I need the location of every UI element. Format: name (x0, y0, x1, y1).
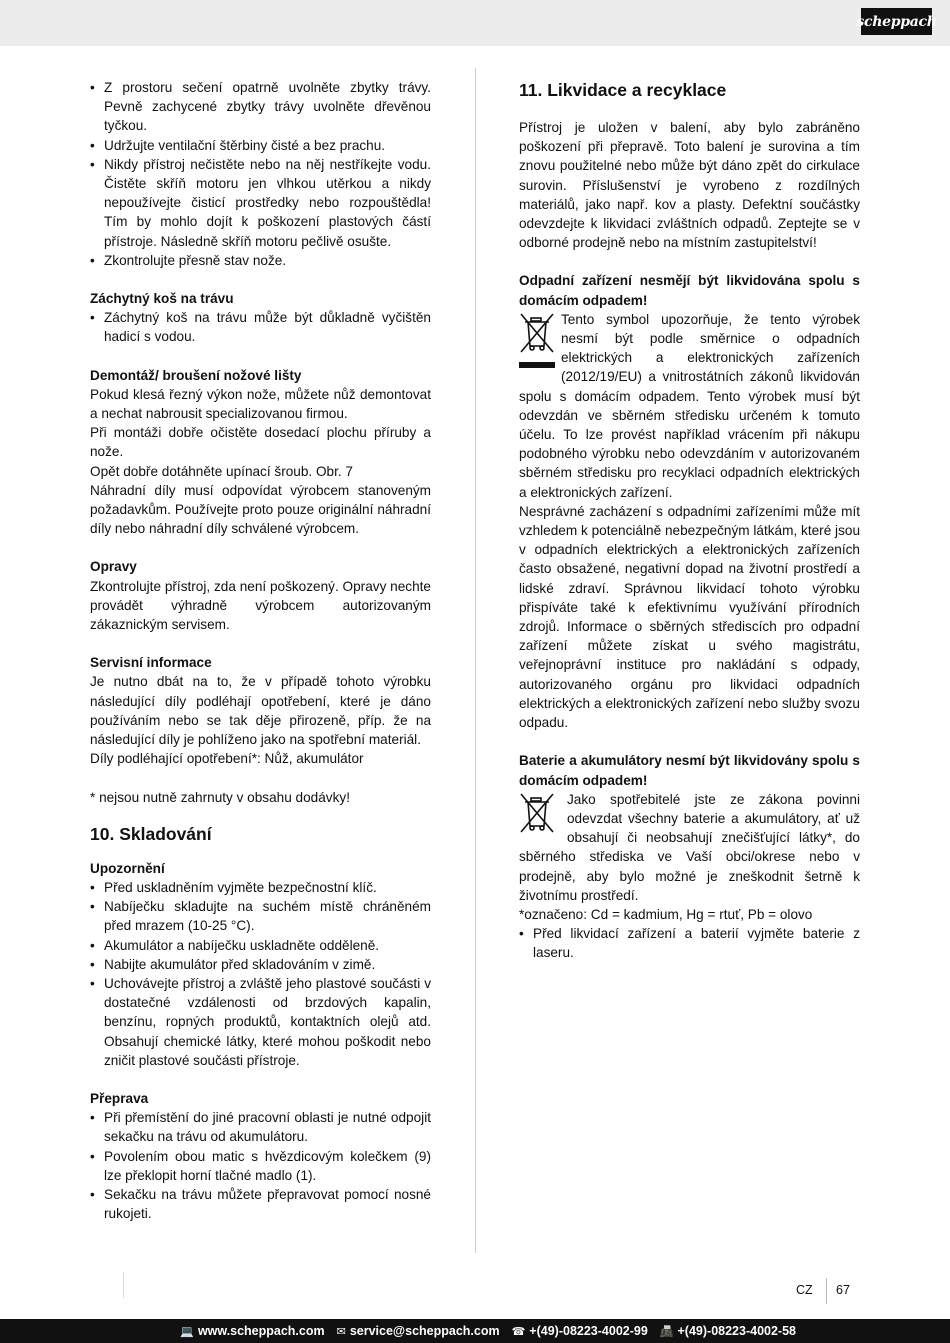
storage-list (90, 878, 431, 1070)
cleaning-list (90, 78, 431, 270)
scheppach-logo: scheppach (861, 8, 932, 35)
list-item: • Před uskladněním vyjměte bezpečnostní klíč. (90, 878, 431, 897)
weee-warning: Odpadní zařízení nesmějí být likvidována spolu s domácím odpadem! (519, 273, 860, 308)
wear-parts-text: Díly podléhající opotřebení*: Nůž, akumulátor (90, 751, 364, 767)
list-item: • Z prostoru sečení opatrně uvolněte zbytky trávy. Pevně zachycené zbytky trávy uvolněte dřevěnou tyčkou. (90, 78, 431, 136)
list-item: • Zkontrolujte přesně stav nože. (90, 251, 431, 270)
list-item: • Akumulátor a nabíječku uskladněte odděleně. (90, 936, 431, 955)
left-column (90, 78, 431, 1223)
weee-block (519, 310, 860, 502)
list-item: • Udržujte ventilační štěrbiny čisté a bez prachu. (90, 136, 431, 155)
page-header-bar (0, 0, 950, 46)
storage-heading: 10. Skladování (90, 823, 212, 844)
list-item: • Nikdy přístroj nečistěte nebo na něj nestříkejte vodu. Čistěte skříň motoru jen vlhkou utěrkou a nikdy nepoužívejte čisticí prostředky nebo rozpouštědla! Tím by mohlo dojít k poškození plastových částí přístroje. Následně skříň motoru pečlivě osušte. (90, 155, 431, 251)
battery-list (519, 924, 860, 962)
contact-bar (0, 1319, 950, 1343)
service-text: Je nutno dbát na to, že v případě tohoto výrobku následující díly podléhají opotřebení, které je dáno používáním nebo se tak děje přirozeně, příp. že na následující díly je pohlíženo jako na spotřební materiál. (90, 674, 431, 748)
blade-heading: Demontáž/ broušení nožové lišty (90, 367, 302, 383)
weee-text: Tento symbol upozorňuje, že tento výrobek nesmí být podle směrnice o odpadních elektrických a elektronických zařízeních (2012/19/EU) a vnitrostátních zákonů likvidován spolu s domácím odpadem. Tento výrobek musí být odevzdán ve sběrném středisku určeném k tomuto účelu. To lze provést například vrácením při nákupu podobného výrobku nebo odevzdáním v autorizovaném sběrném středisku pro recyklaci odpadních elektrických a elektronických zařízení. (519, 311, 860, 500)
repairs-heading: Opravy (90, 559, 137, 575)
grass-catcher-list (90, 308, 431, 346)
disposal-text: Přístroj je uložen v balení, aby bylo zabráněno poškození při přepravě. Toto balení je surovina a tím znovu použitelné nebo může být dáno zpět do cirkulace surovin. Příslušenství je vyrobeno z rozdílných materiálů, jako např. kov a plasty. Defektní součástky odevzdejte k likvidaci zvláštních odpadů. Zeptejte se v odborné prodejně nebo na místním zastupitelství! (519, 120, 860, 251)
page-number: 67 (836, 1283, 850, 1297)
delivery-note: * nejsou nutně zahrnuty v obsahu dodávky! (90, 789, 350, 805)
blade-text: Při montáži dobře očistěte dosedací plochu příruby a nože. (90, 425, 431, 460)
grass-catcher-heading: Záchytný koš na trávu (90, 291, 234, 307)
repairs-text: Zkontrolujte přístroj, zda není poškozený. Opravy nechte provádět výhradně výrobcem autorizovaným zákaznickým servisem. (90, 578, 431, 633)
phone-icon: ☎ (511, 1325, 526, 1338)
list-item: • Před likvidací zařízení a baterií vyjměte baterie z laseru. (519, 924, 860, 962)
list-item: • Při přemístění do jiné pracovní oblasti je nutné odpojit sekačku na trávu od akumulátoru. (90, 1108, 431, 1146)
blade-text: Pokud klesá řezný výkon nože, můžete nůž demontovat a nechat nabrousit specializovanou firmou. (90, 386, 431, 422)
transport-heading: Přeprava (90, 1090, 149, 1106)
footer-divider (123, 1272, 124, 1298)
crossed-bin-icon (519, 312, 557, 374)
phone-contact (512, 1324, 648, 1338)
battery-legend: *označeno: Cd = kadmium, Hg = rtuť, Pb = olovo (519, 906, 813, 922)
battery-text: Jako spotřebitelé jste ze zákona povinni odevzdat všechny baterie a akumulátory, ať už obsahují či neobsahují znečišťující látky*, do sběrného střediska ve Vaší obci/okrese nebo v prodejně, aby bylo možné je zneškodnit šetrně k životnímu prostředí. (519, 791, 860, 903)
transport-list (90, 1108, 431, 1223)
email-contact[interactable] (337, 1324, 500, 1338)
storage-warning-heading: Upozornění (90, 860, 165, 876)
list-item: • Sekačku na trávu můžete přepravovat pomocí nosné rukojeti. (90, 1185, 431, 1223)
web-contact[interactable] (180, 1324, 324, 1338)
blade-text: Opět dobře dotáhněte upínací šroub. Obr. 7 (90, 463, 353, 479)
list-item: • Nabíječku skladujte na suchém místě chráněném před mrazem (10-25 °C). (90, 897, 431, 935)
page-number-separator (826, 1278, 827, 1304)
list-item: • Záchytný koš na trávu může být důkladně vyčištěn hadicí s vodou. (90, 308, 431, 346)
mail-icon: ✉ (336, 1325, 346, 1338)
service-heading: Servisní informace (90, 655, 212, 671)
battery-warning: Baterie a akumulátory nesmí být likvidovány spolu s domácím odpadem! (519, 753, 860, 788)
email-link[interactable]: service@scheppach.com (349, 1324, 500, 1338)
list-item: • Povolením obou matic s hvězdicovým kolečkem (9) lze překlopit horní tlačné madlo (1). (90, 1147, 431, 1185)
battery-block (519, 790, 860, 905)
language-code: CZ (796, 1283, 813, 1297)
weee-text-2: Nesprávné zacházení s odpadními zařízeními může mít vzhledem k potenciálně nebezpečným látkám, které jsou v odpadních elektrických a elektronických zařízeních často obsažené, negativní dopad na životní prostředí a lidské zdraví. Správnou likvidací tohoto výrobku přispíváte také k efektivnímu využívání přírodních zdrojů. Informace o sběrných střediscích pro odpadní zařízení můžete získat u svého magistrátu, veřejnoprávní instituce pro nakládání s odpady, autorizovaného orgánu pro likvidaci odpadních elektrických a elektronických zařízení nebo služby svozu odpadu. (519, 503, 860, 731)
list-item: • Nabijte akumulátor před skladováním v zimě. (90, 955, 431, 974)
list-item: • Uchovávejte přístroj a zvláště jeho plastové součásti v dostatečné vzdálenosti od brzdových kapalin, benzínu, ropných produktů, kontaktních olejů atd. Obsahují chemické látky, které mohou poškodit nebo zničit plastové součásti přístroje. (90, 974, 431, 1070)
column-divider (475, 68, 476, 1253)
fax-icon: 📠 (659, 1325, 674, 1338)
blade-text: Náhradní díly musí odpovídat výrobcem stanoveným požadavkům. Používejte proto pouze originální náhradní díly nebo náhradní díly schválené výrobcem. (90, 482, 431, 537)
disposal-heading: 11. Likvidace a recyklace (519, 80, 727, 100)
right-column (519, 78, 860, 963)
phone-number: +(49)-08223-4002-99 (529, 1324, 648, 1338)
fax-contact (660, 1324, 796, 1338)
crossed-bin-icon (519, 792, 557, 834)
web-link[interactable]: www.scheppach.com (197, 1324, 325, 1338)
fax-number: +(49)-08223-4002-58 (677, 1324, 796, 1338)
computer-icon: 💻 (180, 1325, 194, 1338)
